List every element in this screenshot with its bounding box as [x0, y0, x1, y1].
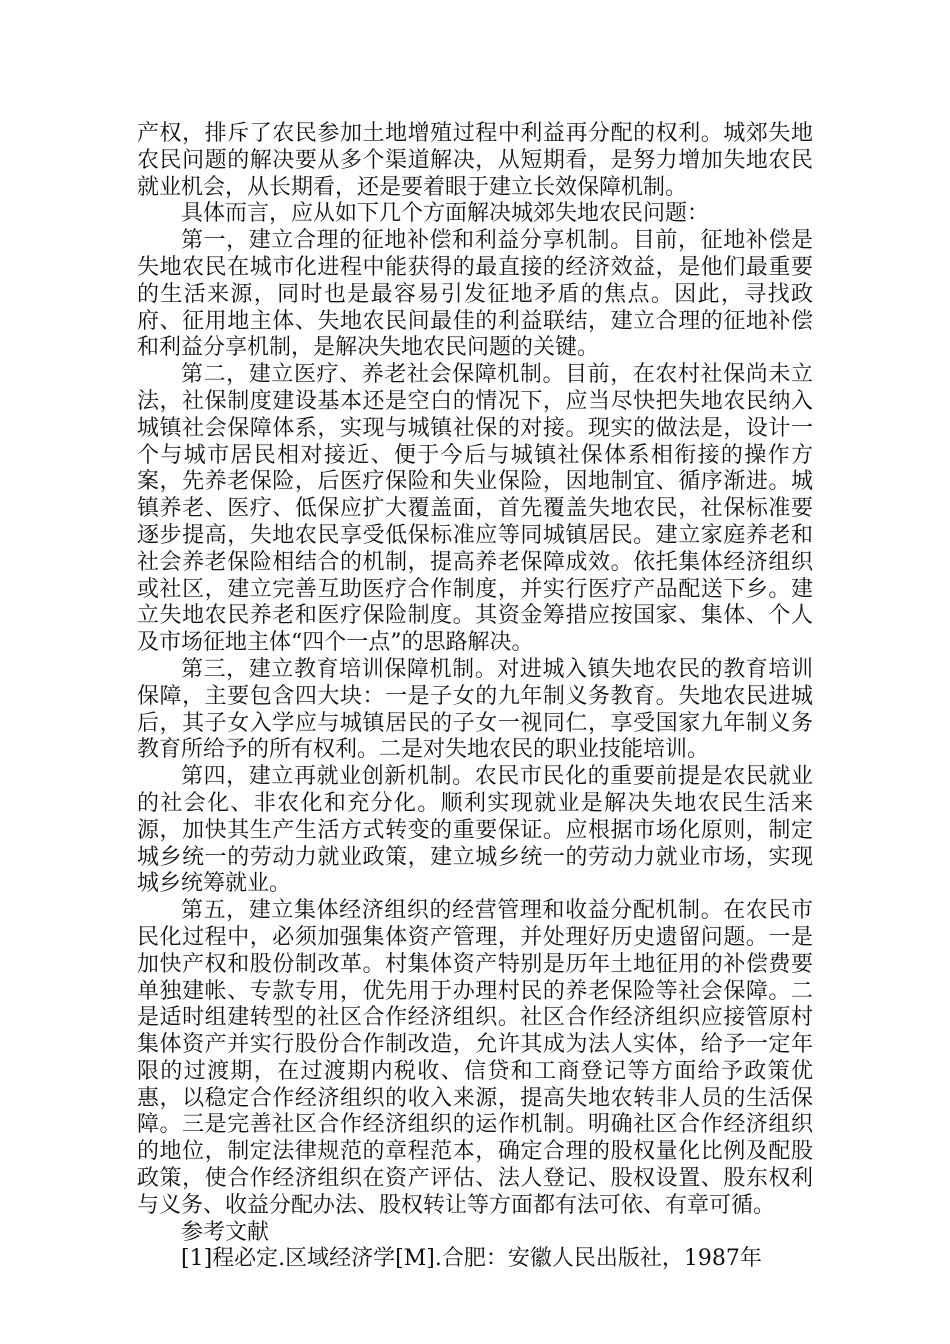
paragraph-second: 第二，建立医疗、养老社会保障机制。目前，在农村社保尚未立法，社保制度建设基本还是空白的情况下，应当尽快把失地农民纳入城镇社会保障体系，实现与城镇社保的对接。现实的做法是，设计一个与城市居民相对接近、便于今后与城镇社保体系相衔接的操作方案，先养老保险，后医疗保险和失业保险，因地制宜、循序渐进。城镇养老、医疗、低保应扩大覆盖面，首先覆盖失地农民，社保标准要逐步提高，失地农民享受低保标准应等同城镇居民。建立家庭养老和社会养老保险相结合的机制，提高养老保障成效。依托集体经济组织或社区，建立完善互助医疗合作制度，并实行医疗产品配送下乡。建立失地农民养老和医疗保险制度。其资金筹措应按国家、集体、个人及市场征地主体“四个一点”的思路解决。 [137, 362, 813, 656]
paragraph-continuation: 产权，排斥了农民参加土地增殖过程中利益再分配的权利。城郊失地农民问题的解决要从多个渠道解决，从短期看，是努力增加失地农民就业机会，从长期看，还是要着眼于建立长效保障机制。 [137, 121, 813, 200]
paragraph-intro: 具体而言，应从如下几个方面解决城郊失地农民问题： [181, 201, 710, 227]
paragraph-fifth: 第五，建立集体经济组织的经营管理和收益分配机制。在农民市民化过程中，必须加强集体资产管理，并处理好历史遗留问题。一是加快产权和股份制改革。村集体资产特别是历年土地征用的补偿费要单独建帐、专款专用，优先用于办理村民的养老保险等社会保障。二是适时组建转型的社区合作经济组织。社区合作经济组织应接管原村集体资产并实行股份合作制改造，允许其成为法人实体，给予一定年限的过渡期，在过渡期内税收、信贷和工商登记等方面给予政策优惠，以稳定合作经济组织的收入来源，提高失地农转非人员的生活保障。三是完善社区合作经济组织的运作机制。明确社区合作经济组织的地位，制定法律规范的章程范本，确定合理的股权量化比例及配股政策，使合作经济组织在资产评估、法人登记、股权设置、股东权利与义务、收益分配办法、股权转让等方面都有法可依、有章可循。 [137, 898, 813, 1218]
paragraph-third: 第三，建立教育培训保障机制。对进城入镇失地农民的教育培训保障，主要包含四大块：一是子女的九年制义务教育。失地农民进城后，其子女入学应与城镇居民的子女一视同仁，享受国家九年制义务教育所给予的所有权利。二是对失地农民的职业技能培训。 [137, 656, 813, 763]
references-heading: 参考文献 [181, 1219, 270, 1245]
document-body [137, 121, 813, 1273]
paragraph-first: 第一，建立合理的征地补偿和利益分享机制。目前，征地补偿是失地农民在城市化进程中能获得的最直接的经济效益，是他们最重要的生活来源，同时也是最容易引发征地矛盾的焦点。因此，寻找政府、征用地主体、失地农民间最佳的利益联结，建立合理的征地补偿和利益分享机制，是解决失地农民问题的关键。 [137, 228, 813, 361]
reference-item: [1]程必定.区域经济学[M].合肥：安徽人民出版社，1987年 [181, 1246, 762, 1272]
paragraph-fourth: 第四，建立再就业创新机制。农民市民化的重要前提是农民就业的社会化、非农化和充分化。顺利实现就业是解决失地农民生活来源，加快其生产生活方式转变的重要保证。应根据市场化原则，制定城乡统一的劳动力就业政策，建立城乡统一的劳动力就业市场，实现城乡统筹就业。 [137, 764, 813, 897]
